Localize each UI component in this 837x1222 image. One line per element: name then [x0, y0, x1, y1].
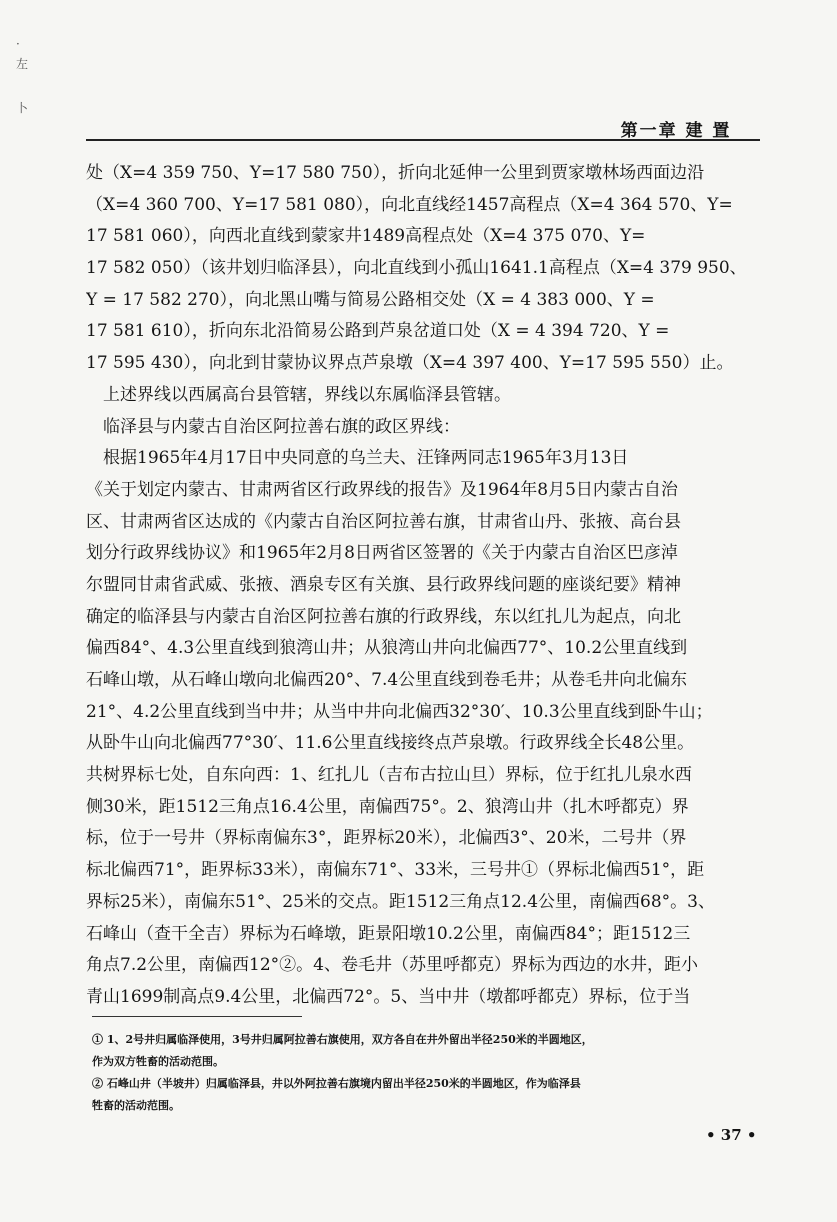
text-line: 上述界线以西属高台县管辖，界线以东属临泽县管辖。 [86, 384, 511, 405]
text-line: 区、甘肃两省区达成的《内蒙古自治区阿拉善右旗，甘肃省山丹、张掖、高台县 [86, 511, 681, 532]
text-line: 标北偏西71°，距界标33米），南偏东71°、33米，三号井①（界标北偏西51°，距 [86, 860, 705, 881]
text-line: 17 581 610），折向东北沿简易公路到芦泉岔道口处（X = 4 394 720、Y = [86, 321, 670, 342]
text-line: 根据1965年4月17日中央同意的乌兰夫、汪锋两同志1965年3月13日 [86, 448, 629, 469]
text-line: 17 595 430），向北到甘蒙协议界点芦泉墩（X=4 397 400、Y=17 595 550）止。 [86, 353, 734, 374]
text-line: 侧30米，距1512三角点16.4公里，南偏西75°。2、狼湾山井（扎木呼都克）界 [86, 796, 689, 817]
header-rule [86, 139, 760, 141]
text-line: 17 581 060），向西北直线到蒙家井1489高程点处（X=4 375 070、Y= [86, 226, 646, 247]
text-line: 21°、4.2公里直线到当中井；从当中井向北偏西32°30′、10.3公里直线到卧牛山； [86, 701, 713, 722]
footnotes [92, 1029, 762, 1117]
margin-mark: · [16, 37, 20, 51]
text-line: 青山1699制高点9.4公里，北偏西72°。5、当中井（墩都呼都克）界标，位于当 [86, 986, 691, 1007]
text-line: 从卧牛山向北偏西77°30′、11.6公里直线接终点芦泉墩。行政界线全长48公里。 [86, 733, 695, 754]
text-line: 《关于划定内蒙古、甘肃两省区行政界线的报告》及1964年8月5日内蒙古自治 [86, 479, 678, 500]
text-line: 偏西84°、4.3公里直线到狼湾山井；从狼湾山井向北偏西77°、10.2公里直线到 [86, 638, 688, 659]
text-line: 标，位于一号井（界标南偏东3°，距界标20米），北偏西3°、20米，二号井（界 [86, 828, 687, 849]
text-line: 界标25米），南偏东51°、25米的交点。距1512三角点12.4公里，南偏西68°。3、 [86, 891, 715, 912]
text-line: 石峰山（查干全吉）界标为石峰墩，距景阳墩10.2公里，南偏西84°；距1512三 [86, 923, 691, 944]
text-line: 确定的临泽县与内蒙古自治区阿拉善右旗的行政界线，东以红扎儿为起点，向北 [86, 606, 681, 627]
text-line: 17 582 050）（该井划归临泽县），向北直线到小孤山1641.1高程点（X=4 379 950、 [86, 258, 747, 279]
text-line: 角点7.2公里，南偏西12°②。4、卷毛井（苏里呼都克）界标为西边的水井，距小 [86, 955, 698, 976]
text-line: 石峰山墩，从石峰山墩向北偏西20°、7.4公里直线到卷毛井；从卷毛井向北偏东 [86, 670, 688, 690]
body-text [86, 158, 762, 1014]
text-line: 划分行政界线协议》和1965年2月8日两省区签署的《关于内蒙古自治区巴彦淖 [86, 543, 678, 564]
text-line: 共树界标七处，自东向西：1、红扎儿（吉布古拉山旦）界标，位于红扎儿泉水西 [86, 765, 692, 786]
text-line: 处（X=4 359 750、Y=17 580 750），折向北延伸一公里到贾家墩林场西面边沿 [86, 163, 705, 183]
footnote-rule [92, 1016, 302, 1017]
chapter-header: 第一章 建 置 [620, 121, 732, 141]
text-line: （X=4 360 700、Y=17 581 080），向北直线经1457高程点（X=4 364 570、Y= [86, 194, 733, 215]
footnote-line: 牲畜的活动范围。 [92, 1099, 180, 1112]
margin-mark: 卜 [16, 101, 29, 115]
footnote-line: ② 石峰山井（半坡井）归属临泽县，井以外阿拉善右旗境内留出半径250米的半圆地区，作为临泽县 [92, 1077, 581, 1090]
text-line: Y = 17 582 270），向北黑山嘴与简易公路相交处（X = 4 383 000、Y = [86, 289, 655, 310]
text-line: 临泽县与内蒙古自治区阿拉善右旗的政区界线： [86, 416, 460, 437]
margin-mark: 左 [16, 57, 29, 71]
footnote-line: ① 1、2号井归属临泽使用，3号井归属阿拉善右旗使用，双方各自在井外留出半径250米的半圆地区， [92, 1033, 593, 1046]
page-number: • 37 • [706, 1126, 757, 1144]
text-line: 尔盟同甘肃省武威、张掖、酒泉专区有关旗、县行政界线问题的座谈纪要》精神 [86, 574, 681, 595]
footnote-line: 作为双方牲畜的活动范围。 [92, 1055, 224, 1068]
